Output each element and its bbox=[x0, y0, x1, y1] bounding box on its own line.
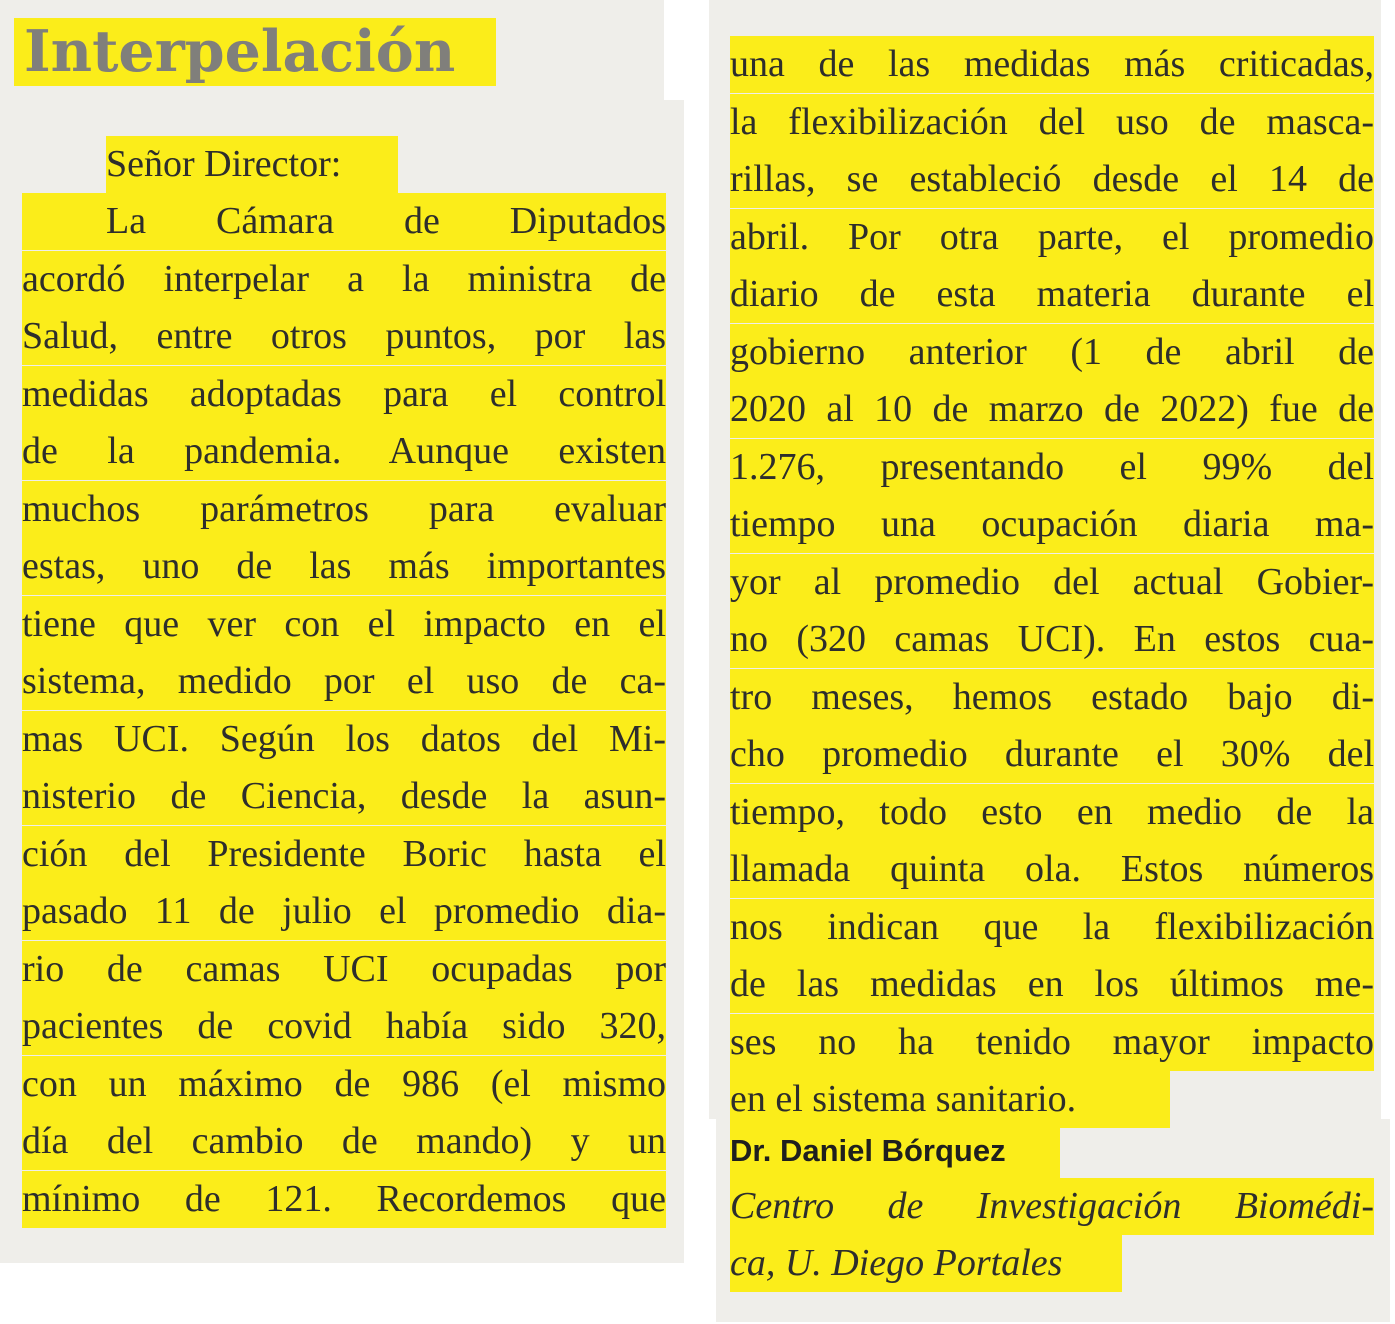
article-line: tiempo, todo esto en medio de la bbox=[730, 784, 1374, 841]
article-line: 1.276, presentando el 99% del bbox=[730, 439, 1374, 496]
article-line: rio de camas UCI ocupadas por bbox=[22, 941, 666, 998]
article-line: yor al promedio del actual Gobier- bbox=[730, 554, 1374, 611]
article-line: rillas, se estableció desde el 14 de bbox=[730, 151, 1374, 208]
article-line: mínimo de 121. Recordemos que bbox=[22, 1171, 666, 1228]
article-line: mas UCI. Según los datos del Mi- bbox=[22, 711, 666, 768]
article-line: tiene que ver con el impacto en el bbox=[22, 596, 666, 653]
article-line: no (320 camas UCI). En estos cua- bbox=[730, 611, 1374, 668]
article-line: medidas adoptadas para el control bbox=[22, 366, 666, 423]
article-line: una de las medidas más criticadas, bbox=[730, 36, 1374, 93]
article-line: sistema, medido por el uso de ca- bbox=[22, 653, 666, 710]
article-line: pacientes de covid había sido 320, bbox=[22, 998, 666, 1055]
article-line: 2020 al 10 de marzo de 2022) fue de bbox=[730, 381, 1374, 438]
salutation: Señor Director: bbox=[106, 136, 398, 193]
article-line: nisterio de Ciencia, desde la asun- bbox=[22, 768, 666, 825]
article-line: acordó interpelar a la ministra de bbox=[22, 251, 666, 308]
article-line: La Cámara de Diputados bbox=[22, 193, 666, 250]
author-name: Dr. Daniel Bórquez bbox=[730, 1122, 1060, 1179]
article-line: en el sistema sanitario. bbox=[730, 1071, 1170, 1128]
article-line: ción del Presidente Boric hasta el bbox=[22, 826, 666, 883]
article-line: estas, uno de las más importantes bbox=[22, 538, 666, 595]
article-line: tro meses, hemos estado bajo di- bbox=[730, 669, 1374, 726]
article-line: con un máximo de 986 (el mismo bbox=[22, 1056, 666, 1113]
article-line: muchos parámetros para evaluar bbox=[22, 481, 666, 538]
article-line: pasado 11 de julio el promedio dia- bbox=[22, 883, 666, 940]
article-line: nos indican que la flexibilización bbox=[730, 899, 1374, 956]
article-line: cho promedio durante el 30% del bbox=[730, 726, 1374, 783]
article-line: ses no ha tenido mayor impacto bbox=[730, 1014, 1374, 1071]
article-line: la flexibilización del uso de masca- bbox=[730, 94, 1374, 151]
article-line: día del cambio de mando) y un bbox=[22, 1113, 666, 1170]
article-title: Interpelación bbox=[14, 18, 496, 86]
article-line: diario de esta materia durante el bbox=[730, 266, 1374, 323]
article-line: tiempo una ocupación diaria ma- bbox=[730, 496, 1374, 553]
article-line: gobierno anterior (1 de abril de bbox=[730, 324, 1374, 381]
article-line: Salud, entre otros puntos, por las bbox=[22, 308, 666, 365]
affiliation-line: Centro de Investigación Biomédi- bbox=[730, 1178, 1374, 1235]
article-line: de las medidas en los últimos me- bbox=[730, 956, 1374, 1013]
article-line: de la pandemia. Aunque existen bbox=[22, 423, 666, 480]
article-line: abril. Por otra parte, el promedio bbox=[730, 209, 1374, 266]
article-line: llamada quinta ola. Estos números bbox=[730, 841, 1374, 898]
affiliation-line: ca, U. Diego Portales bbox=[730, 1235, 1122, 1292]
